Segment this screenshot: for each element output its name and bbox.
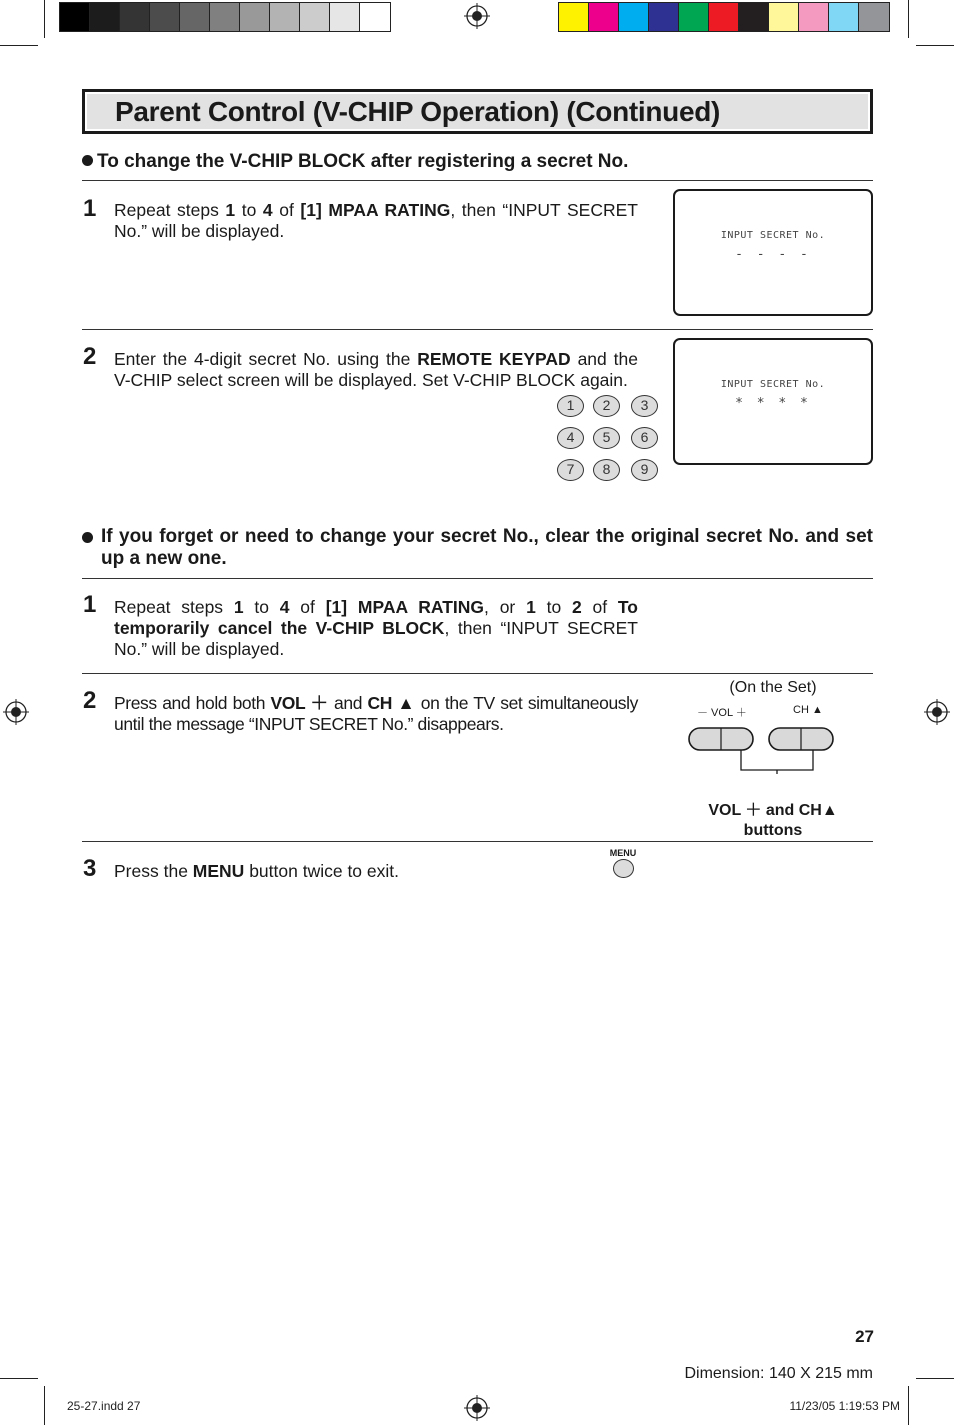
keypad-key[interactable]: 6: [631, 427, 658, 449]
keypad-key[interactable]: 2: [593, 395, 620, 417]
color-swatch: [90, 3, 120, 31]
crop-mark: [44, 1386, 45, 1425]
grayscale-bar: [59, 2, 391, 32]
color-swatch: [619, 3, 649, 31]
tv-screen-input-secret: [673, 189, 873, 316]
color-swatch: [799, 3, 829, 31]
tv-screen-input-secret-entered: [673, 338, 873, 465]
color-bar: [558, 2, 890, 32]
menu-button-label: MENU: [609, 848, 637, 858]
color-swatch: [330, 3, 360, 31]
screen-label: INPUT SECRET No.: [720, 379, 826, 390]
section-heading-text: If you forget or need to change your secret No., clear the original secret No. and set up a new one.: [101, 526, 873, 569]
color-swatch: [829, 3, 859, 31]
slug-file-name: 25-27.indd 27: [67, 1399, 141, 1413]
slug-timestamp: 11/23/05 1:19:53 PM: [789, 1399, 900, 1413]
step-text: Repeat steps 1 to 4 of [1] MPAA RATING, or 1 to 2 of To temporarily cancel the V-CHIP BLOCK, then “INPUT SECRET No.” will be displayed.: [114, 597, 638, 659]
bullet-icon: [82, 155, 93, 166]
step-text: Press and hold both VOL ＋ and CH ▲ on the TV set simultaneously until the message “INPUT SECRET No.” disappears.: [114, 693, 638, 734]
crop-mark: [0, 45, 38, 46]
step-number: 1: [83, 195, 97, 222]
page-title: Parent Control (V-CHIP Operation) (Continued): [115, 96, 721, 127]
divider: [82, 841, 873, 842]
registration-mark-icon: [3, 699, 29, 725]
step-number: 2: [83, 343, 97, 370]
vol-ch-buttons-label: VOL ＋ and CH▲ buttons: [708, 802, 838, 839]
vol-label: － VOL ＋: [697, 707, 747, 719]
registration-mark-icon: [924, 699, 950, 725]
color-swatch: [589, 3, 619, 31]
set-diagram-caption: (On the Set): [729, 679, 817, 696]
divider: [82, 578, 873, 579]
crop-mark: [916, 1378, 954, 1379]
screen-value: - - - -: [735, 247, 811, 262]
color-swatch: [559, 3, 589, 31]
title-band: [82, 89, 873, 134]
page-number: 27: [855, 1327, 874, 1346]
color-swatch: [60, 3, 90, 31]
screen-value: * * * *: [735, 396, 811, 411]
keypad-key[interactable]: 3: [631, 395, 658, 417]
color-swatch: [649, 3, 679, 31]
section-heading-text: To change the V-CHIP BLOCK after registering a secret No.: [97, 151, 629, 172]
menu-button-icon[interactable]: [613, 859, 634, 878]
crop-mark: [908, 0, 909, 38]
color-swatch: [210, 3, 240, 31]
tv-set-buttons-diagram: [683, 722, 843, 774]
color-swatch: [859, 3, 889, 31]
ch-label: CH ▲: [793, 704, 823, 716]
step-text: Enter the 4-digit secret No. using the REMOTE KEYPAD and the V-CHIP select screen will be displayed. Set V-CHIP BLOCK again.: [114, 349, 639, 390]
step-text: Repeat steps 1 to 4 of [1] MPAA RATING, then “INPUT SECRET No.” will be displayed.: [114, 200, 638, 241]
keypad-key[interactable]: 9: [631, 459, 658, 481]
screen-label: INPUT SECRET No.: [720, 230, 826, 241]
color-swatch: [360, 3, 390, 31]
color-swatch: [709, 3, 739, 31]
step-number: 2: [83, 687, 97, 714]
divider: [82, 180, 873, 181]
crop-mark: [0, 1378, 38, 1379]
color-swatch: [180, 3, 210, 31]
color-swatch: [270, 3, 300, 31]
keypad-key[interactable]: 4: [557, 427, 584, 449]
keypad-key[interactable]: 7: [557, 459, 584, 481]
dimension-note: Dimension: 140 X 215 mm: [684, 1365, 873, 1378]
step-number: 1: [83, 591, 97, 618]
step-number: 3: [83, 855, 97, 882]
crop-mark: [916, 45, 954, 46]
registration-mark-icon: [464, 3, 490, 29]
color-swatch: [300, 3, 330, 31]
color-swatch: [679, 3, 709, 31]
keypad-key[interactable]: 1: [557, 395, 584, 417]
keypad-key[interactable]: 5: [593, 427, 620, 449]
divider: [82, 329, 873, 330]
color-swatch: [769, 3, 799, 31]
color-swatch: [150, 3, 180, 31]
color-swatch: [120, 3, 150, 31]
bullet-icon: [82, 532, 93, 543]
section-heading-change-block: [82, 151, 873, 173]
color-swatch: [739, 3, 769, 31]
section-heading-forget-secret: [82, 526, 873, 570]
keypad-key[interactable]: 8: [593, 459, 620, 481]
crop-mark: [44, 0, 45, 38]
divider: [82, 673, 873, 674]
crop-mark: [908, 1386, 909, 1425]
color-swatch: [240, 3, 270, 31]
registration-mark-icon: [464, 1395, 490, 1421]
step-text: Press the MENU button twice to exit.: [114, 861, 399, 881]
